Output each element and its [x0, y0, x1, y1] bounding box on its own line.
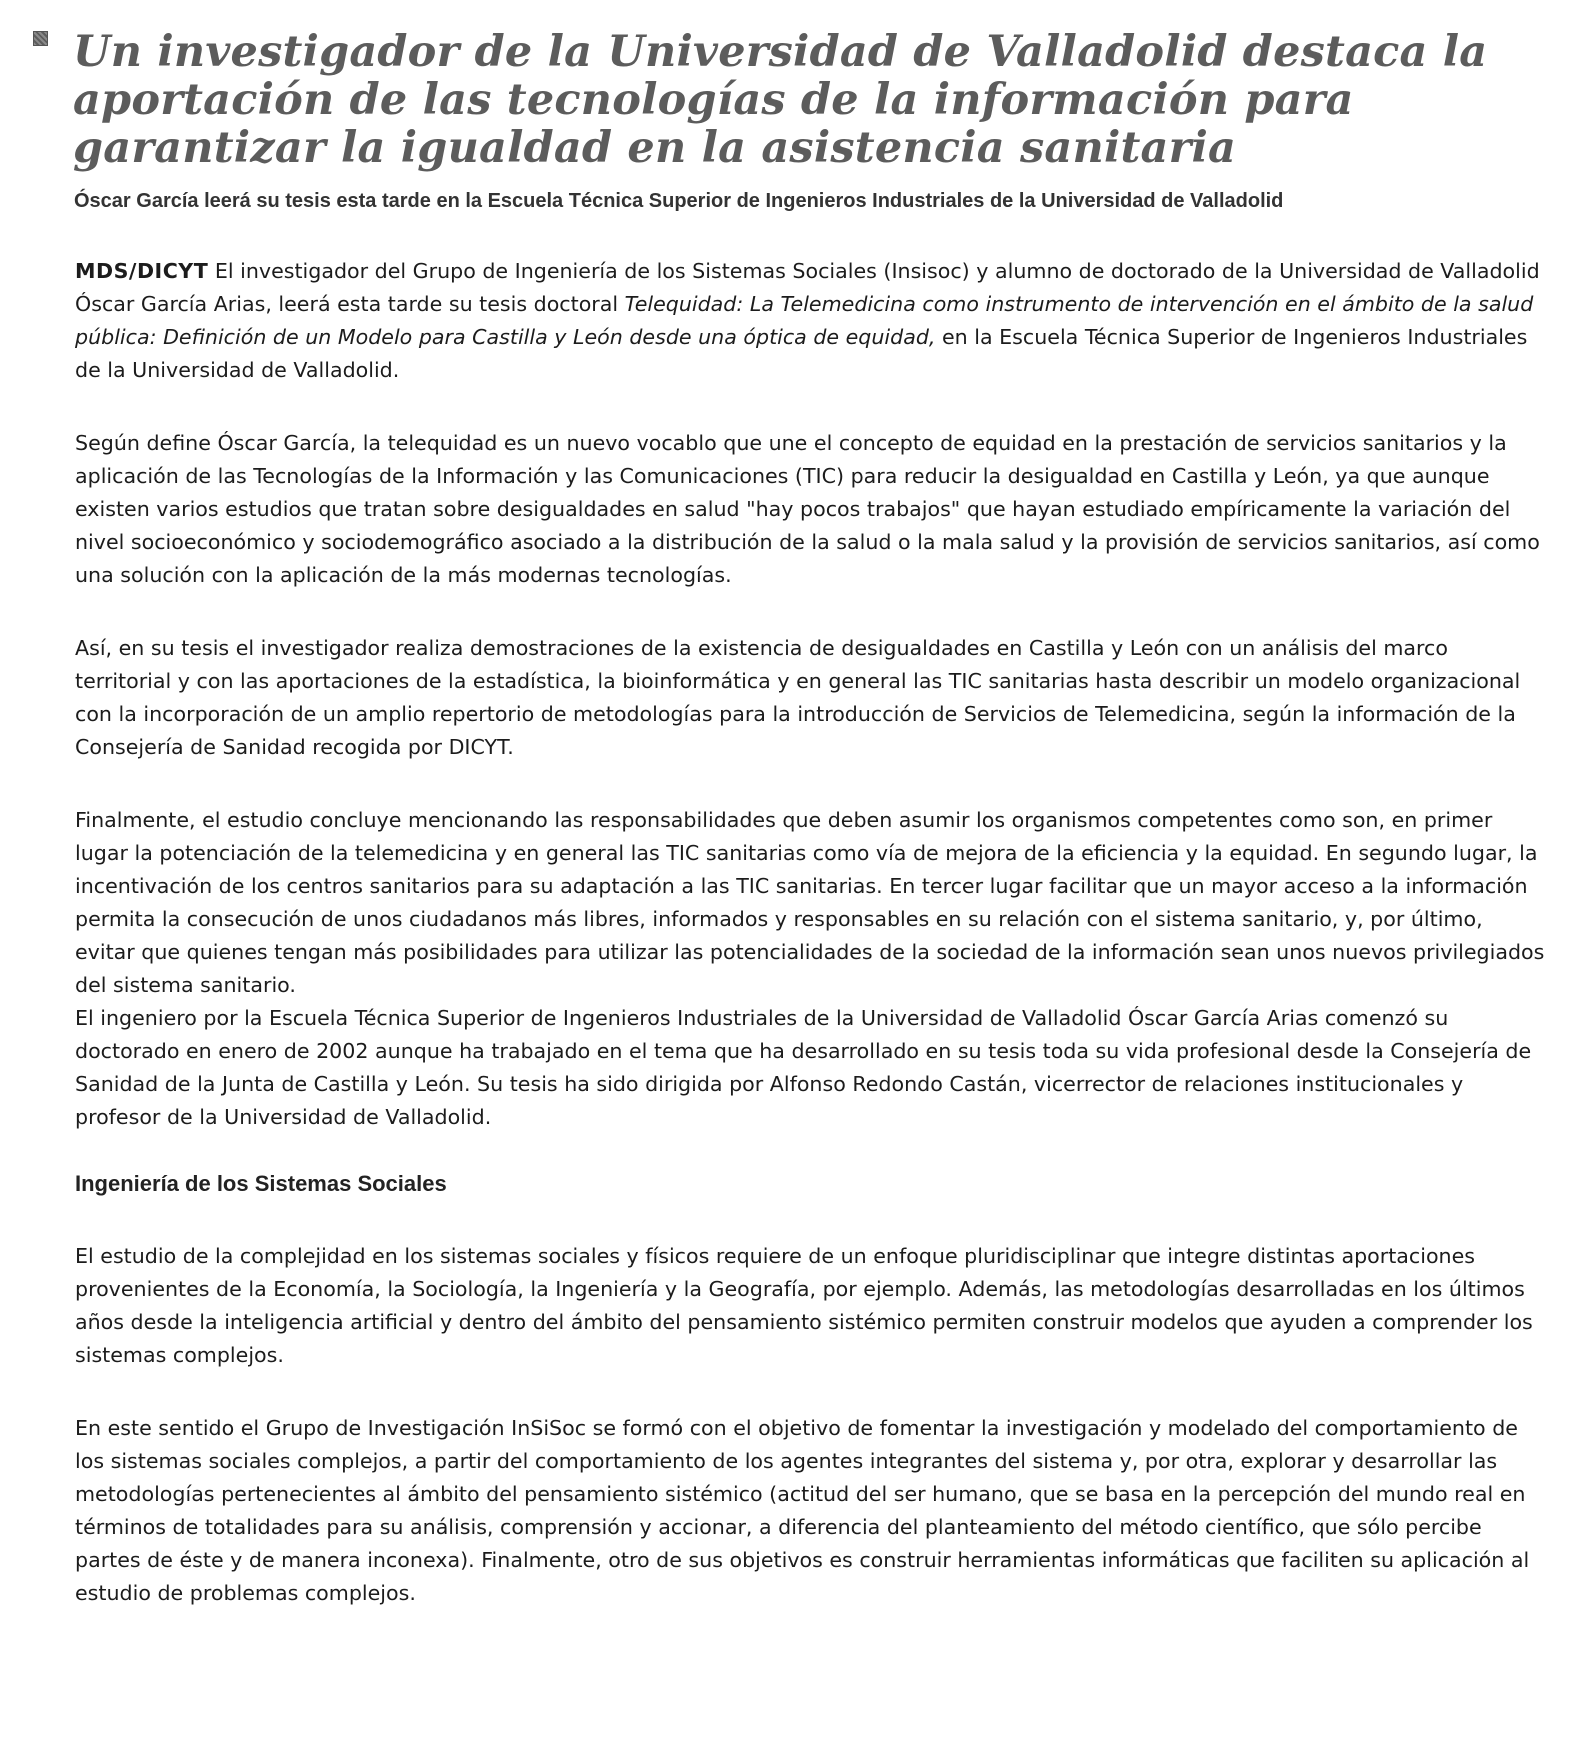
thesis-title: Telequidad: La Telemedicina como instrumento de intervención en el ámbito de la salud pública: Definición de un Modelo para Castilla y León desde una óptica de equidad, — [75, 292, 1534, 349]
paragraph-author-bio: El ingeniero por la Escuela Técnica Superior de Ingenieros Industriales de la Universidad de Valladolid Óscar García Arias comenzó su doctorado en enero de 2002 aunque ha trabajado en el tema que ha desarrollado en su tesis toda su vida profesional desde la Consejería de Sanidad de la Junta de Castilla y León. Su tesis ha sido dirigida por Alfonso Redondo Castán, vicerrector de relaciones institucionales y profesor de la Universidad de Valladolid. — [75, 1006, 1532, 1129]
paragraph-thesis-demos: Así, en su tesis el investigador realiza demostraciones de la existencia de desigualdades en Castilla y León con un análisis del marco territorial y con las aportaciones de la estadística, la bioinformática y en general las TIC sanitarias hasta describir un modelo organizacional con la incorporación de un amplio repertorio de metodologías para la introducción de Servicios de Telemedicina, según la información de la Consejería de Sanidad recogida por DICYT. — [75, 636, 1521, 759]
paragraph-definition: Según define Óscar García, la telequidad es un nuevo vocablo que une el concepto de equidad en la prestación de servicios sanitarios y la aplicación de las Tecnologías de la Información y las Comunicaciones (TIC) para reducir la desigualdad en Castilla y León, ya que aunque existen varios estudios que tratan sobre desigualdades en salud "hay pocos trabajos" que hayan estudiado empíricamente la variación del nivel socioeconómico y sociodemográfico asociado a la distribución de la salud o la mala salud y la provisión de servicios sanitarios, así como una solución con la aplicación de la más modernas tecnologías. — [75, 431, 1540, 587]
headline: Un investigador de la Universidad de Valladolid destaca la aportación de las tecnologías de la información para garantizar la igualdad en la asistencia sanitaria — [73, 27, 1488, 173]
byline: MDS/DICYT — [75, 259, 209, 283]
paragraph-conclusions: Finalmente, el estudio concluye mencionando las responsabilidades que deben asumir los organismos competentes como son, en primer lugar la potenciación de la telemedicina y en general las TIC sanitarias como vía de mejora de la eficiencia y la equidad. En segundo lugar, la incentivación de los centros sanitarios para su adaptación a las TIC sanitarias. En tercer lugar facilitar que un mayor acceso a la información permita la consecución de unos ciudadanos más libres, informados y responsables en su relación con el sistema sanitario, y, por último, evitar que quienes tengan más posibilidades para utilizar las potencialidades de la sociedad de la información sean unos nuevos privilegiados del sistema sanitario. — [75, 808, 1545, 997]
section-title: Ingeniería de los Sistemas Sociales — [75, 1171, 447, 1196]
paragraph-complexity: El estudio de la complejidad en los sistemas sociales y físicos requiere de un enfoque pluridisciplinar que integre distintas aportaciones provenientes de la Economía, la Sociología, la Ingeniería y la Geografía, por ejemplo. Además, las metodologías desarrolladas en los últimos años desde la inteligencia artificial y dentro del ámbito del pensamiento sistémico permiten construir modelos que ayuden a comprender los sistemas complejos. — [75, 1244, 1533, 1367]
square-bullet-icon — [33, 31, 48, 46]
article-body — [75, 255, 1545, 1610]
paragraph-insisoc: En este sentido el Grupo de Investigación InSiSoc se formó con el objetivo de fomentar la investigación y modelado del comportamiento de los sistemas sociales complejos, a partir del comportamiento de los agentes integrantes del sistema y, por otra, explorar y desarrollar las metodologías pertenecientes al ámbito del pensamiento sistémico (actitud del ser humano, que se basa en la percepción del mundo real en términos de totalidades para su análisis, comprensión y accionar, a diferencia del planteamiento del método científico, que sólo percibe partes de éste y de manera inconexa). Finalmente, otro de sus objetivos es construir herramientas informáticas que faciliten su aplicación al estudio de problemas complejos. — [75, 1416, 1530, 1605]
lead-text-before: El investigador del Grupo de Ingeniería de los Sistemas Sociales (Insisoc) y alumno de doctorado de la Universidad de Valladolid Óscar García Arias, leerá esta tarde su tesis doctoral — [75, 259, 1540, 316]
subheadline: Óscar García leerá su tesis esta tarde en la Escuela Técnica Superior de Ingenieros Industriales de la Universidad de Valladolid — [74, 190, 1284, 212]
lead-text-after: en la Escuela Técnica Superior de Ingenieros Industriales de la Universidad de Valladolid. — [75, 325, 1528, 382]
lead-paragraph — [75, 255, 1545, 387]
